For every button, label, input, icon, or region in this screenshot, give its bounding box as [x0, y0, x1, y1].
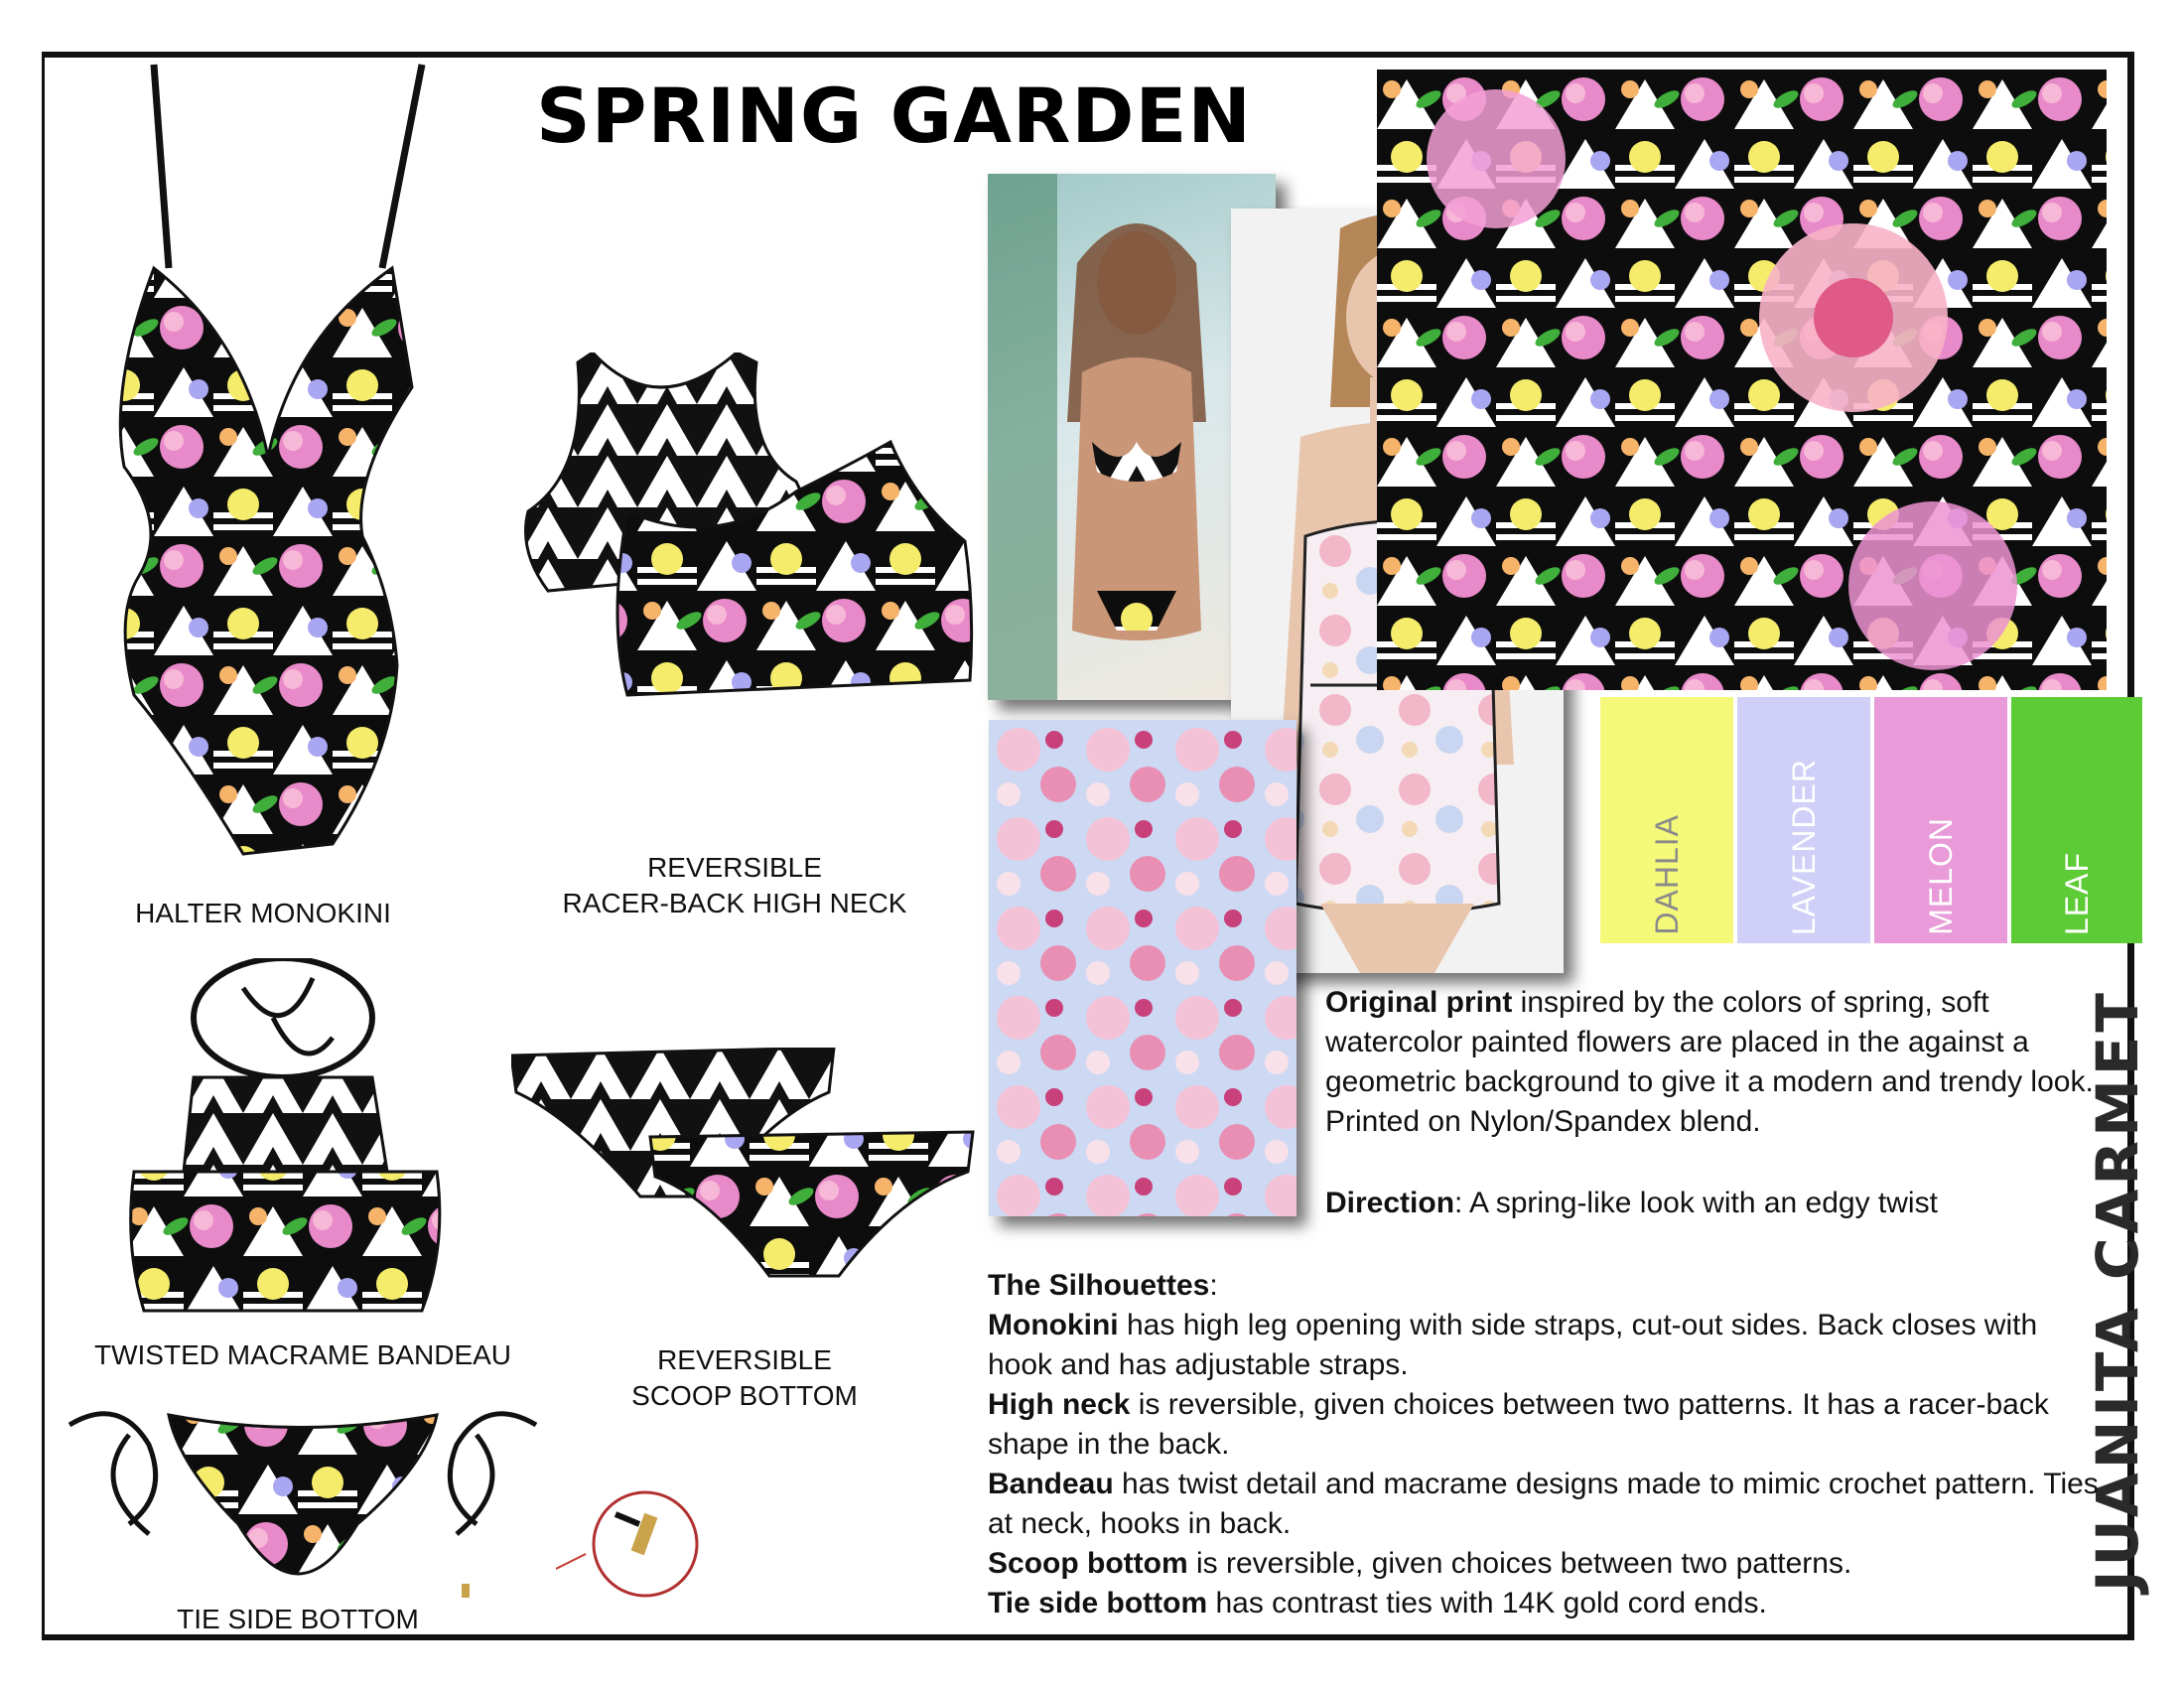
- tie-side-bottom-label: TIE SIDE BOTTOM: [177, 1604, 419, 1634]
- gold-cord-detail-callout: [556, 1484, 715, 1599]
- palette-swatch-leaf: [2011, 697, 2142, 943]
- silhouette-item-high-neck: [988, 1385, 2100, 1465]
- palette-swatch-label: LEAF: [2058, 851, 2095, 935]
- silhouettes-section: [988, 1266, 2100, 1623]
- silhouette-item-monokini: [988, 1306, 2100, 1385]
- silhouettes-heading-suffix: :: [1209, 1269, 1218, 1302]
- tie-side-bottom-sketch: [60, 1395, 546, 1599]
- direction-statement: [1325, 1184, 2100, 1223]
- silhouette-item-name: Scoop bottom: [988, 1547, 1188, 1580]
- silhouette-item-scoop-bottom: [988, 1544, 2100, 1584]
- designer-name: JUANITA CARMET: [2084, 989, 2151, 1593]
- silhouettes-heading-line: [988, 1266, 2100, 1306]
- direction-text: : A spring-like look with an edgy twist: [1454, 1187, 1938, 1219]
- print-description-text: inspired by the colors of spring, soft watercolor painted flowers are placed in the against a geometric background to give it a modern and trendy look. Printed on Nylon/Spandex blend.: [1325, 986, 2094, 1138]
- silhouette-item-text: has twist detail and macrame designs made to mimic crochet pattern. Ties at neck, hooks in back.: [988, 1468, 2099, 1540]
- palette-swatch-lavender: [1737, 697, 1870, 943]
- high-neck-label-line2: RACER-BACK HIGH NECK: [562, 888, 907, 918]
- original-print-swatch: [1377, 70, 2107, 690]
- silhouette-item-name: Tie side bottom: [988, 1587, 1208, 1619]
- print-description-heading: Original print: [1325, 986, 1513, 1019]
- halter-monokini-label: HALTER MONOKINI: [135, 898, 391, 928]
- high-neck-label-line1: REVERSIBLE: [647, 852, 822, 883]
- scoop-bottom-label-line2: SCOOP BOTTOM: [631, 1380, 858, 1411]
- silhouette-item-text: has high leg opening with side straps, cut-out sides. Back closes with hook and has adjustable straps.: [988, 1309, 2038, 1381]
- halter-monokini-sketch: [94, 60, 427, 884]
- palette-swatch-label: MELON: [1922, 817, 1959, 935]
- scoop-bottom-sketch: [511, 1048, 978, 1336]
- silhouette-item-text: has contrast ties with 14K gold cord ends.: [1207, 1587, 1767, 1619]
- silhouette-item-tie-side-bottom: [988, 1584, 2100, 1623]
- scoop-bottom-label-line1: REVERSIBLE: [657, 1344, 832, 1375]
- palette-swatch-label: LAVENDER: [1785, 758, 1822, 935]
- silhouette-item-bandeau: [988, 1465, 2100, 1544]
- high-neck-sketch: [518, 352, 977, 809]
- palette-swatch-melon: [1874, 697, 2007, 943]
- page-title: SPRING GARDEN: [536, 71, 1253, 160]
- palette-swatch-label: DAHLIA: [1648, 814, 1685, 935]
- bandeau-sketch: [124, 958, 447, 1321]
- direction-heading: Direction: [1325, 1187, 1455, 1219]
- silhouette-item-text: is reversible, given choices between two patterns. It has a racer-back shape in the back.: [988, 1388, 2049, 1461]
- bandeau-label: TWISTED MACRAME BANDEAU: [93, 1339, 512, 1370]
- silhouette-item-name: Bandeau: [988, 1468, 1114, 1500]
- silhouette-item-name: Monokini: [988, 1309, 1119, 1341]
- silhouette-item-name: High neck: [988, 1388, 1131, 1421]
- inspiration-photo-cherry-blossoms: [989, 720, 1297, 1216]
- print-description: [1325, 983, 2100, 1142]
- silhouette-item-text: is reversible, given choices between two patterns.: [1187, 1547, 1852, 1580]
- silhouettes-heading: The Silhouettes: [988, 1269, 1210, 1302]
- palette-swatch-dahlia: [1600, 697, 1733, 943]
